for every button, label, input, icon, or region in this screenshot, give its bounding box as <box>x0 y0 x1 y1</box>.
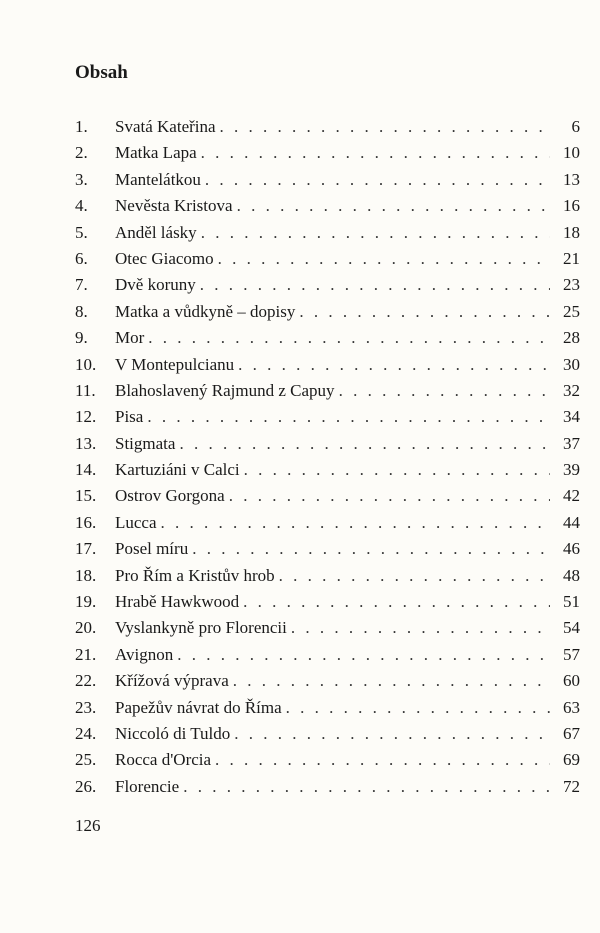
toc-entry <box>75 457 580 483</box>
toc-entry <box>75 114 580 140</box>
toc-entry-number: 3. <box>75 169 88 189</box>
toc-entry-title: Blahoslavený Rajmund z Capuy <box>115 380 335 400</box>
toc-entry <box>75 140 580 166</box>
dot-leader <box>148 325 550 351</box>
toc-entry-page: 23 <box>563 275 580 295</box>
toc-entry-title: Mantelátkou <box>115 169 201 189</box>
toc-entry-page: 10 <box>563 143 580 163</box>
toc-entry <box>75 774 580 800</box>
toc-entry-title: Vyslankyně pro Florencii <box>115 618 287 638</box>
toc-entry-number: 20. <box>75 618 97 638</box>
toc-entry-number: 5. <box>75 222 88 242</box>
toc-entry-number: 4. <box>75 196 88 216</box>
toc-entry-number: 13. <box>75 433 97 453</box>
toc-entry-number: 24. <box>75 723 97 743</box>
dot-leader <box>201 140 550 166</box>
toc-entry-number: 22. <box>75 671 97 691</box>
toc-entry-title: Svatá Kateřina <box>115 117 216 136</box>
toc-entry-page: 51 <box>563 592 580 612</box>
toc-entry-page: 37 <box>563 433 580 453</box>
toc-entry-page: 34 <box>563 407 580 427</box>
toc-entry-title: Avignon <box>115 644 174 664</box>
dot-leader <box>220 114 550 140</box>
toc-entry <box>75 615 580 641</box>
dot-leader <box>229 483 550 509</box>
toc-entry <box>75 695 580 721</box>
dot-leader <box>179 431 550 457</box>
toc-entry <box>75 404 580 430</box>
toc-entry-title: Posel míru <box>115 539 189 559</box>
toc-entry-title: Otec Giacomo <box>115 248 214 268</box>
toc-entry <box>75 642 580 668</box>
toc-entry-page: 6 <box>571 117 580 136</box>
toc-entry <box>75 747 580 773</box>
toc-entry-page: 39 <box>563 460 580 480</box>
toc-entry-page: 63 <box>563 697 580 717</box>
toc-entry-title: Pro Řím a Kristův hrob <box>115 565 275 585</box>
toc-entry-number: 26. <box>75 776 97 796</box>
toc-entry <box>75 167 580 193</box>
toc-entry-page: 28 <box>563 328 580 348</box>
toc-entry-title: Dvě koruny <box>115 275 196 295</box>
contents-heading: Obsah <box>75 62 128 83</box>
toc-entry-page: 67 <box>563 723 580 743</box>
toc-entry <box>75 220 580 246</box>
toc-entry-number: 6. <box>75 248 88 268</box>
toc-entry-title: Nevěsta Kristova <box>115 196 233 216</box>
toc-entry <box>75 299 580 325</box>
toc-entry <box>75 510 580 536</box>
toc-entry-page: 69 <box>563 750 580 770</box>
toc-entry-number: 19. <box>75 592 97 612</box>
toc-entry-number: 7. <box>75 275 88 295</box>
toc-entry-number: 1. <box>75 117 88 136</box>
dot-leader <box>279 563 550 589</box>
toc-entry-title: Papežův návrat do Říma <box>115 697 282 717</box>
toc-entry-number: 17. <box>75 539 97 559</box>
toc-entry-title: Matka Lapa <box>115 143 197 163</box>
dot-leader <box>234 721 550 747</box>
toc-entry-page: 21 <box>563 248 580 268</box>
toc-entry-number: 9. <box>75 328 88 348</box>
dot-leader <box>291 615 550 641</box>
table-of-contents <box>75 114 580 800</box>
toc-entry-title: Florencie <box>115 776 180 796</box>
dot-leader <box>215 747 550 773</box>
toc-entry-page: 60 <box>563 671 580 691</box>
toc-entry-page: 16 <box>563 196 580 216</box>
toc-entry <box>75 325 580 351</box>
toc-entry-page: 44 <box>563 512 580 532</box>
toc-entry <box>75 352 580 378</box>
toc-entry <box>75 536 580 562</box>
toc-entry <box>75 431 580 457</box>
toc-entry-page: 25 <box>563 301 580 321</box>
toc-entry-number: 12. <box>75 407 97 427</box>
toc-entry <box>75 483 580 509</box>
page-number: 126 <box>75 816 101 835</box>
toc-entry-title: Lucca <box>115 512 157 532</box>
toc-entry-title: Matka a vůdkyně – dopisy <box>115 301 296 321</box>
dot-leader <box>238 352 550 378</box>
dot-leader <box>161 510 550 536</box>
toc-entry <box>75 193 580 219</box>
dot-leader <box>237 193 550 219</box>
toc-entry-page: 42 <box>563 486 580 506</box>
toc-entry-page: 46 <box>563 539 580 559</box>
toc-entry-title: V Montepulcianu <box>115 354 235 374</box>
dot-leader <box>205 167 550 193</box>
toc-entry-number: 10. <box>75 354 97 374</box>
toc-entry-number: 14. <box>75 460 97 480</box>
toc-entry <box>75 721 580 747</box>
toc-entry-title: Pisa <box>115 407 144 427</box>
toc-entry-number: 11. <box>75 380 96 400</box>
dot-leader <box>243 589 550 615</box>
toc-entry-page: 32 <box>563 380 580 400</box>
toc-entry-title: Anděl lásky <box>115 222 197 242</box>
toc-entry <box>75 589 580 615</box>
toc-entry-title: Křížová výprava <box>115 671 229 691</box>
dot-leader <box>233 668 550 694</box>
dot-leader <box>244 457 550 483</box>
toc-entry-title: Kartuziáni v Calci <box>115 460 240 480</box>
toc-entry-number: 18. <box>75 565 97 585</box>
toc-entry <box>75 272 580 298</box>
toc-entry <box>75 563 580 589</box>
dot-leader <box>147 404 550 430</box>
dot-leader <box>183 774 550 800</box>
toc-entry-page: 13 <box>563 169 580 189</box>
toc-entry-page: 54 <box>563 618 580 638</box>
toc-entry-title: Mor <box>115 328 145 348</box>
dot-leader <box>286 695 550 721</box>
toc-entry <box>75 378 580 404</box>
toc-entry-number: 25. <box>75 750 97 770</box>
toc-entry-title: Niccoló di Tuldo <box>115 723 231 743</box>
dot-leader <box>218 246 550 272</box>
toc-entry-page: 57 <box>563 644 580 664</box>
toc-entry <box>75 668 580 694</box>
dot-leader <box>339 378 550 404</box>
toc-entry-title: Hrabě Hawkwood <box>115 592 240 612</box>
toc-entry-number: 16. <box>75 512 97 532</box>
toc-entry-title: Ostrov Gorgona <box>115 486 225 506</box>
dot-leader <box>192 536 550 562</box>
toc-entry-page: 72 <box>563 776 580 796</box>
toc-entry-page: 18 <box>563 222 580 242</box>
toc-entry-number: 8. <box>75 301 88 321</box>
toc-entry <box>75 246 580 272</box>
toc-entry-number: 21. <box>75 644 97 664</box>
dot-leader <box>177 642 550 668</box>
toc-entry-number: 2. <box>75 143 88 163</box>
toc-entry-page: 30 <box>563 354 580 374</box>
toc-entry-title: Stigmata <box>115 433 176 453</box>
toc-entry-number: 23. <box>75 697 97 717</box>
dot-leader <box>201 220 550 246</box>
toc-entry-title: Rocca d'Orcia <box>115 750 212 770</box>
toc-entry-number: 15. <box>75 486 97 506</box>
toc-entry-page: 48 <box>563 565 580 585</box>
dot-leader <box>200 272 550 298</box>
dot-leader <box>299 299 550 325</box>
